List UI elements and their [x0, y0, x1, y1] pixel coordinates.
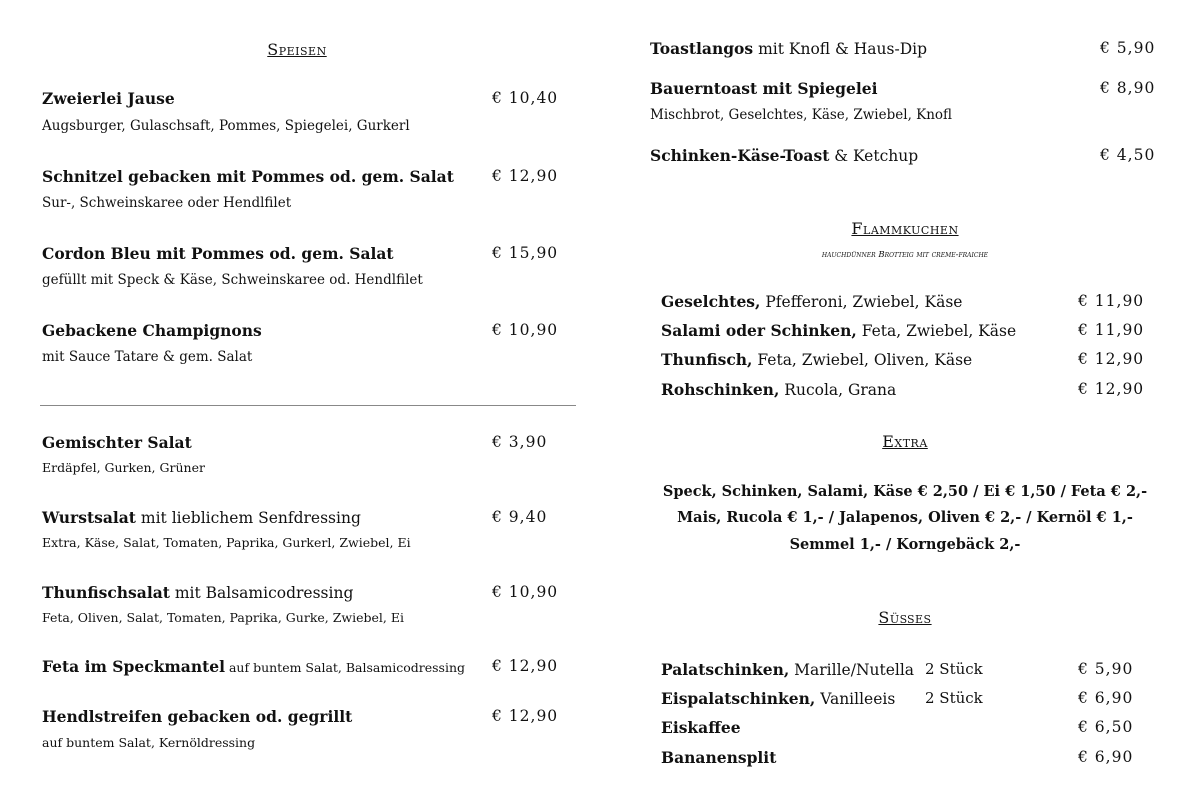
item-name — [661, 292, 962, 311]
item-name: Eiskaffee — [661, 718, 741, 737]
item-name-extra: Vanilleeis — [815, 690, 896, 708]
item-price: € 10,40 — [492, 89, 559, 107]
item-price: € 12,90 — [1078, 380, 1145, 398]
extra-heading: Extra — [882, 432, 928, 451]
item-price: € 12,90 — [1078, 350, 1145, 368]
item-name-extra: & Ketchup — [829, 147, 919, 165]
item-name-extra: auf buntem Salat, Balsamicodressing — [225, 660, 465, 675]
item-name-extra: mit lieblichem Senfdressing — [135, 509, 361, 527]
item-name — [42, 433, 192, 452]
item-price: € 4,50 — [1100, 146, 1156, 164]
item-price: € 10,90 — [492, 321, 559, 339]
item-description: Sur-, Schweinskaree oder Hendlfilet — [42, 195, 292, 211]
flammkuchen-heading: Flammkuchen — [851, 219, 959, 238]
item-name-bold: Wurstsalat — [42, 508, 136, 527]
item-description: Extra, Käse, Salat, Tomaten, Paprika, Gurkerl, Zwiebel, Ei — [42, 535, 411, 550]
speisen-heading: Speisen — [267, 40, 327, 59]
item-name-extra: mit Balsamicodressing — [169, 584, 354, 602]
item-description: Erdäpfel, Gurken, Grüner — [42, 460, 205, 475]
item-name — [661, 660, 914, 679]
item-price: € 12,90 — [492, 657, 559, 675]
item-name — [650, 39, 927, 58]
item-name: Zweierlei Jause — [42, 89, 175, 108]
item-name-bold: Salami oder Schinken, — [661, 321, 857, 340]
item-description: auf buntem Salat, Kernöldressing — [42, 735, 256, 750]
item-price: € 8,90 — [1100, 79, 1156, 97]
item-name-bold: Rohschinken, — [661, 380, 780, 399]
item-name — [661, 689, 895, 708]
item-name-bold: Thunfisch, — [661, 350, 753, 369]
item-name-bold: Geselchtes, — [661, 292, 761, 311]
suesses-heading: Süßes — [878, 608, 932, 627]
item-price: € 6,50 — [1078, 718, 1134, 736]
item-name: Bananensplit — [661, 748, 777, 767]
item-name-extra: Feta, Zwiebel, Oliven, Käse — [752, 351, 973, 369]
item-name — [42, 508, 361, 527]
item-name-bold: Feta im Speckmantel — [42, 657, 225, 676]
item-name — [661, 380, 896, 399]
item-quantity: 2 Stück — [925, 689, 983, 707]
item-name: Cordon Bleu mit Pommes od. gem. Salat — [42, 244, 394, 263]
item-description: Feta, Oliven, Salat, Tomaten, Paprika, Gurke, Zwiebel, Ei — [42, 610, 404, 625]
item-quantity: 2 Stück — [925, 660, 983, 678]
item-name-bold: Bauerntoast mit Spiegelei — [650, 79, 878, 98]
item-name-bold: Thunfischsalat — [42, 583, 170, 602]
item-name-bold: Hendlstreifen gebacken od. gegrillt — [42, 707, 353, 726]
item-name-bold: Palatschinken, — [661, 660, 790, 679]
item-price: € 15,90 — [492, 244, 559, 262]
item-price: € 9,40 — [492, 508, 548, 526]
item-price: € 10,90 — [492, 583, 559, 601]
item-name-bold: Eispalatschinken, — [661, 689, 816, 708]
item-price: € 6,90 — [1078, 748, 1134, 766]
section-divider — [40, 405, 576, 406]
item-price: € 11,90 — [1078, 292, 1145, 310]
item-price: € 5,90 — [1078, 660, 1134, 678]
extra-line: Mais, Rucola € 1,- / Jalapenos, Oliven € 2,- / Kernöl € 1,- — [677, 509, 1133, 526]
item-price: € 5,90 — [1100, 39, 1156, 57]
item-name: Schnitzel gebacken mit Pommes od. gem. Salat — [42, 167, 454, 186]
item-description: mit Sauce Tatare & gem. Salat — [42, 349, 253, 365]
extra-line: Semmel 1,- / Korngebäck 2,- — [789, 536, 1021, 553]
item-name-bold: Gemischter Salat — [42, 433, 192, 452]
item-price: € 11,90 — [1078, 321, 1145, 339]
item-name-bold: Toastlangos — [650, 39, 754, 58]
item-price: € 3,90 — [492, 433, 548, 451]
item-name: Gebackene Champignons — [42, 321, 262, 340]
item-name — [650, 146, 918, 165]
extra-line: Speck, Schinken, Salami, Käse € 2,50 / Ei € 1,50 / Feta € 2,- — [662, 483, 1148, 500]
item-name-extra: Pfefferoni, Zwiebel, Käse — [760, 293, 963, 311]
item-name-extra: Feta, Zwiebel, Käse — [856, 322, 1017, 340]
item-name-bold: Schinken-Käse-Toast — [650, 146, 830, 165]
flammkuchen-subheading: hauchdünner Brotteig mit creme-fraiche — [821, 250, 989, 260]
item-name — [650, 79, 878, 98]
item-name-extra: Marille/Nutella — [789, 661, 915, 679]
item-description: gefüllt mit Speck & Käse, Schweinskaree od. Hendlfilet — [42, 272, 423, 288]
item-name-extra: mit Knofl & Haus-Dip — [753, 40, 928, 58]
item-name — [42, 583, 353, 602]
item-name — [661, 350, 972, 369]
item-name-extra: Rucola, Grana — [779, 381, 897, 399]
item-name — [661, 321, 1016, 340]
item-name — [42, 707, 352, 726]
item-description: Mischbrot, Geselchtes, Käse, Zwiebel, Knofl — [650, 107, 953, 123]
item-name — [42, 657, 465, 676]
item-price: € 12,90 — [492, 167, 559, 185]
item-price: € 12,90 — [492, 707, 559, 725]
item-description: Augsburger, Gulaschsaft, Pommes, Spiegelei, Gurkerl — [42, 118, 410, 134]
item-price: € 6,90 — [1078, 689, 1134, 707]
